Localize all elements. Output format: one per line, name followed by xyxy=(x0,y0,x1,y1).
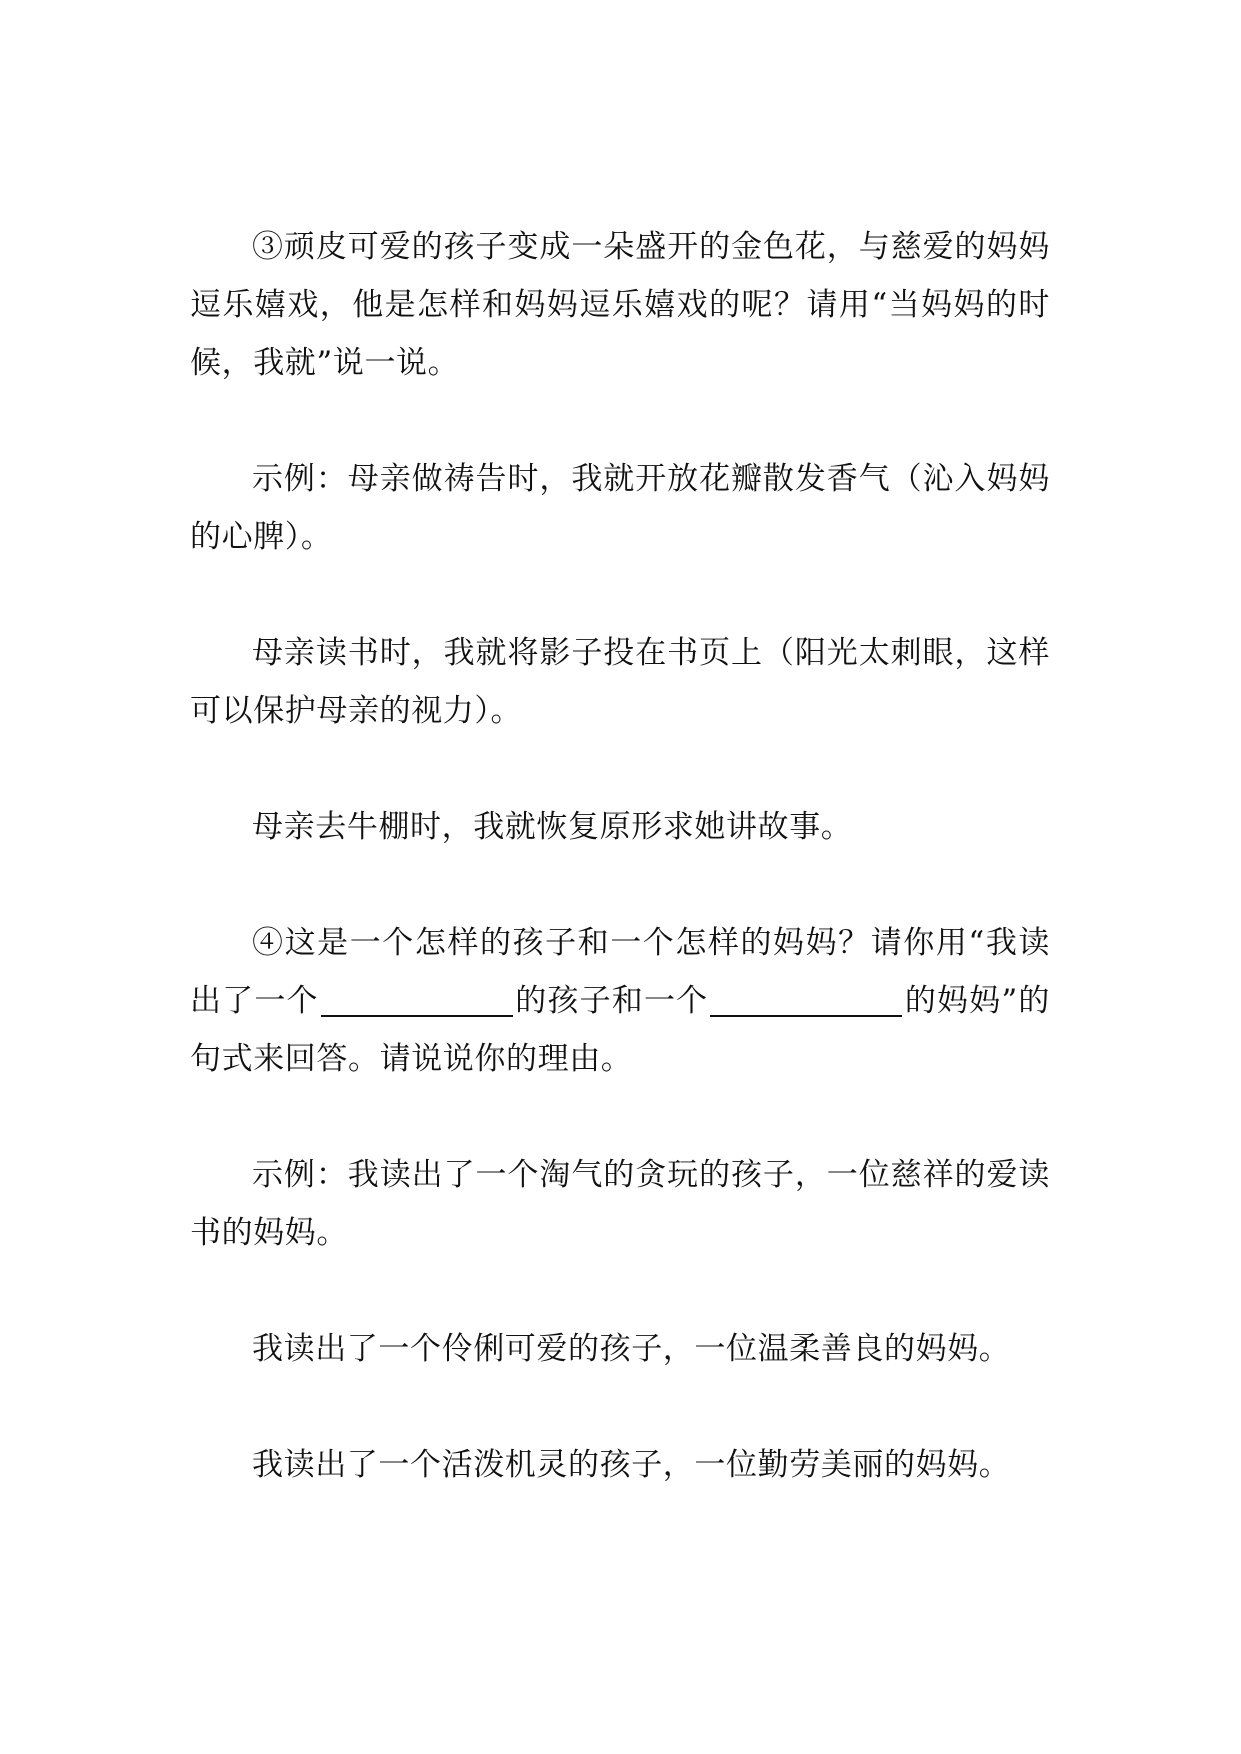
question-4-text-3: 的妈妈”的句式来回答。请说说你的理由。 xyxy=(190,983,1050,1077)
question-3-answer-3: 母亲去牛棚时，我就恢复原形求她讲故事。 xyxy=(252,809,853,845)
question-4-example: 示例：我读出了一个淘气的贪玩的孩子，一位慈祥的爱读书的妈妈。 xyxy=(190,1157,1050,1251)
question-4-text-1: ④这是一个怎样的孩子和一个怎样的妈妈？请你用“我读出了一个 xyxy=(190,925,1050,1019)
question-4 xyxy=(190,914,1050,1088)
question-4-answer-3: 我读出了一个活泼机灵的孩子，一位勤劳美丽的妈妈。 xyxy=(252,1447,1011,1483)
answer-blank-child xyxy=(321,985,513,1017)
question-3-answer-2: 母亲读书时，我就将影子投在书页上（阳光太刺眼，这样可以保护母亲的视力）。 xyxy=(190,635,1050,729)
question-3: ③顽皮可爱的孩子变成一朵盛开的金色花，与慈爱的妈妈逗乐嬉戏，他是怎样和妈妈逗乐嬉戏的呢？请用“当妈妈的时候，我就”说一说。 xyxy=(190,229,1050,381)
answer-blank-mother xyxy=(710,985,902,1017)
document-body xyxy=(190,218,1050,1494)
question-4-answer-2: 我读出了一个伶俐可爱的孩子，一位温柔善良的妈妈。 xyxy=(252,1331,1011,1367)
question-4-text-2: 的孩子和一个 xyxy=(514,983,709,1019)
question-3-example: 示例：母亲做祷告时，我就开放花瓣散发香气（沁入妈妈的心脾）。 xyxy=(190,461,1050,555)
